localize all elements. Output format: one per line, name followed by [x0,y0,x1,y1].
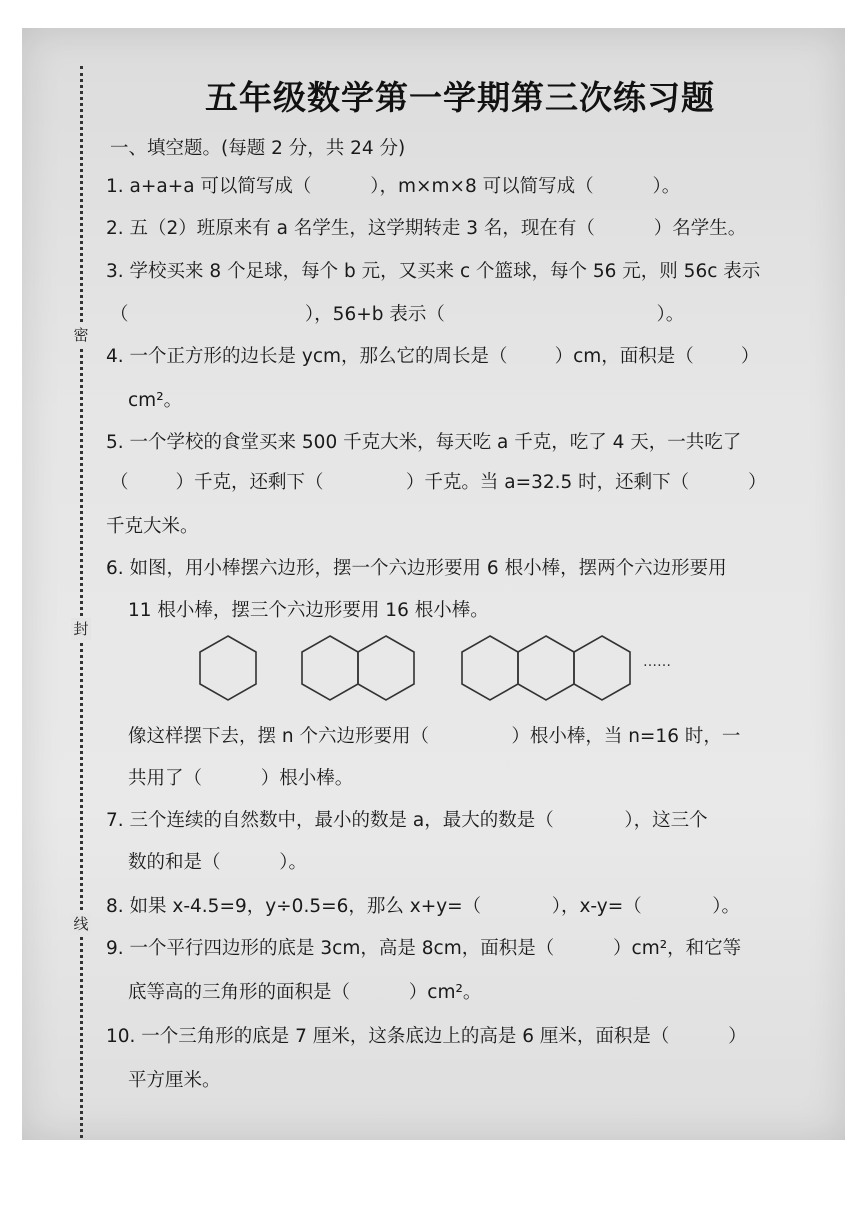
binding-dotted-line [80,66,83,1140]
question-1: 1. a+a+a 可以简写成（ ），m×m×8 可以简写成（ ）。 [106,176,681,197]
question-4-line-2: cm²。 [128,390,183,411]
hexagon-figure [195,630,695,705]
question-4-line-1: 4. 一个正方形的边长是 ycm，那么它的周长是（ ）cm，面积是（ ） [106,346,760,367]
question-3-line-1: 3. 学校买来 8 个足球，每个 b 元，又买来 c 个篮球，每个 56 元，则 56c 表示 [106,261,761,282]
question-6-line-3: 像这样摆下去，摆 n 个六边形要用（ ）根小棒，当 n=16 时，一 [128,726,741,747]
question-5-line-2: （ ）千克，还剩下（ ）千克。当 a=32.5 时，还剩下（ ） [110,472,767,493]
hexagon-pair-1 [302,636,358,700]
question-10-line-2: 平方厘米。 [128,1070,221,1091]
hexagon-single [200,636,256,700]
binding-char-feng: 封 [71,618,91,640]
figure-ellipsis: …… [643,654,671,670]
hexagon-triple-1 [462,636,518,700]
question-10-line-1: 10. 一个三角形的底是 7 厘米，这条底边上的高是 6 厘米，面积是（ ） [106,1026,747,1047]
binding-char-mi: 密 [71,324,91,346]
question-6-line-1: 6. 如图，用小棒摆六边形，摆一个六边形要用 6 根小棒，摆两个六边形要用 [106,558,727,579]
question-2: 2. 五（2）班原来有 a 名学生，这学期转走 3 名，现在有（ ）名学生。 [106,218,747,239]
question-7-line-2: 数的和是（ ）。 [128,852,308,873]
hexagon-triple-2 [518,636,574,700]
section-heading: 一、填空题。(每题 2 分，共 24 分) [110,138,406,159]
question-6-line-4: 共用了（ ）根小棒。 [128,768,354,789]
hexagon-triple-3 [574,636,630,700]
question-6-line-2: 11 根小棒，摆三个六边形要用 16 根小棒。 [128,600,489,621]
question-9-line-1: 9. 一个平行四边形的底是 3cm，高是 8cm，面积是（ ）cm²，和它等 [106,938,742,959]
question-3-line-2: （ ），56+b 表示（ ）。 [110,304,685,325]
question-5-line-1: 5. 一个学校的食堂买来 500 千克大米，每天吃 a 千克，吃了 4 天，一共吃了 [106,432,742,453]
page-title: 五年级数学第一学期第三次练习题 [205,78,715,117]
question-9-line-2: 底等高的三角形的面积是（ ）cm²。 [128,982,482,1003]
hexagon-pair-2 [358,636,414,700]
question-8: 8. 如果 x-4.5=9，y÷0.5=6，那么 x+y=（ ），x-y=（ ）。 [106,896,741,917]
question-7-line-1: 7. 三个连续的自然数中，最小的数是 a，最大的数是（ ），这三个 [106,810,708,831]
question-5-line-3: 千克大米。 [106,516,199,537]
binding-char-xian: 线 [71,913,91,935]
